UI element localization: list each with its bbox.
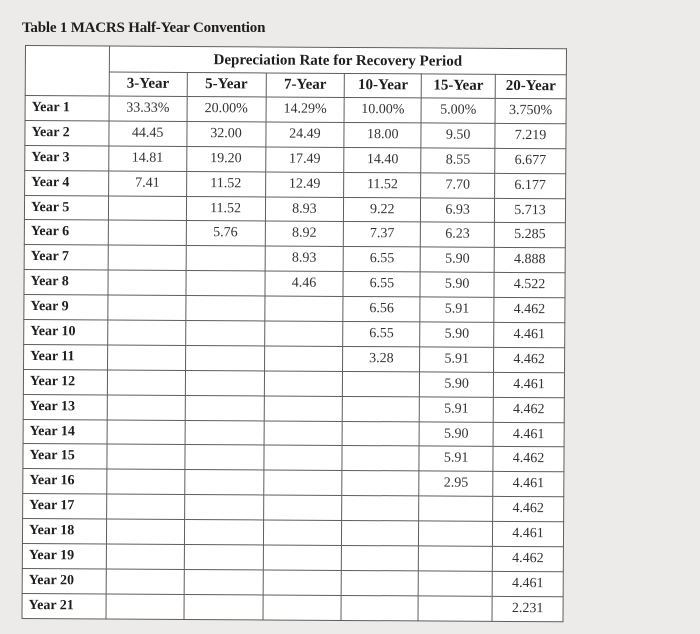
rate-cell: 11.52 bbox=[186, 196, 265, 221]
rate-cell: 12.49 bbox=[265, 172, 344, 197]
rate-cell bbox=[185, 370, 264, 395]
rate-cell: 11.52 bbox=[186, 171, 265, 196]
rate-cell bbox=[342, 446, 419, 471]
rate-cell: 5.76 bbox=[186, 221, 265, 246]
rate-cell bbox=[185, 395, 264, 420]
rate-cell: 5.90 bbox=[420, 272, 494, 297]
rate-cell: 5.90 bbox=[419, 421, 493, 446]
rate-cell: 6.677 bbox=[495, 148, 566, 173]
rate-cell bbox=[107, 469, 185, 494]
column-header: 5-Year bbox=[187, 72, 266, 96]
rate-cell: 7.219 bbox=[495, 123, 566, 148]
rate-cell: 5.91 bbox=[420, 347, 494, 372]
rate-cell bbox=[106, 544, 184, 569]
table-row bbox=[22, 519, 563, 547]
year-label: Year 20 bbox=[22, 568, 106, 593]
rate-cell: 5.90 bbox=[420, 247, 494, 272]
rate-cell bbox=[185, 420, 264, 445]
corner-cell bbox=[25, 46, 109, 97]
rate-cell bbox=[107, 420, 185, 445]
table-row bbox=[22, 544, 563, 572]
rate-cell bbox=[264, 396, 343, 421]
rate-cell: 14.29% bbox=[266, 97, 345, 122]
rate-cell bbox=[263, 470, 342, 495]
macrs-table bbox=[21, 45, 566, 622]
table-row bbox=[25, 145, 566, 173]
rate-cell bbox=[106, 594, 184, 619]
rate-cell bbox=[341, 595, 418, 620]
table-body bbox=[22, 96, 566, 622]
column-header: 10-Year bbox=[345, 73, 422, 97]
rate-cell bbox=[419, 546, 493, 571]
rate-cell bbox=[107, 345, 185, 370]
table-row bbox=[23, 419, 564, 447]
rate-cell: 9.22 bbox=[344, 197, 421, 222]
rate-cell bbox=[264, 421, 343, 446]
rate-cell bbox=[263, 495, 342, 520]
table-row bbox=[23, 469, 564, 497]
rate-cell: 4.888 bbox=[494, 248, 565, 273]
rate-cell: 8.93 bbox=[265, 246, 344, 271]
rate-cell: 14.40 bbox=[344, 147, 421, 172]
rate-cell bbox=[418, 571, 492, 596]
rate-cell: 7.37 bbox=[344, 222, 421, 247]
year-label: Year 16 bbox=[23, 469, 107, 494]
rate-cell bbox=[185, 296, 264, 321]
table-row bbox=[23, 369, 564, 397]
year-label: Year 21 bbox=[22, 593, 106, 618]
rate-cell: 5.90 bbox=[420, 322, 494, 347]
rate-cell: 6.55 bbox=[343, 247, 420, 272]
rate-cell: 6.56 bbox=[343, 297, 420, 322]
rate-cell: 24.49 bbox=[265, 122, 344, 147]
rate-cell: 20.00% bbox=[187, 96, 266, 121]
column-header: 7-Year bbox=[266, 73, 345, 97]
column-header: 3-Year bbox=[109, 72, 187, 96]
year-label: Year 17 bbox=[23, 494, 107, 519]
year-label: Year 10 bbox=[24, 320, 108, 345]
rate-cell bbox=[342, 570, 419, 595]
rate-cell bbox=[263, 595, 342, 620]
rate-cell bbox=[264, 321, 343, 346]
rate-cell: 6.55 bbox=[343, 321, 420, 346]
rate-cell bbox=[108, 245, 186, 270]
rate-cell: 4.461 bbox=[493, 472, 564, 497]
rate-cell: 4.462 bbox=[494, 297, 565, 322]
rate-cell: 3.750% bbox=[495, 98, 566, 123]
year-label: Year 13 bbox=[23, 394, 107, 419]
year-label: Year 11 bbox=[24, 344, 108, 369]
rate-cell: 11.52 bbox=[344, 172, 421, 197]
table-row bbox=[23, 494, 564, 522]
rate-cell bbox=[108, 270, 186, 295]
rate-cell: 2.231 bbox=[492, 596, 563, 621]
rate-cell: 2.95 bbox=[419, 471, 493, 496]
rate-cell bbox=[108, 295, 186, 320]
table-row bbox=[25, 170, 566, 198]
rate-cell bbox=[264, 296, 343, 321]
rate-cell: 3.28 bbox=[343, 346, 420, 371]
rate-cell: 4.462 bbox=[492, 546, 563, 571]
year-label: Year 19 bbox=[22, 544, 106, 569]
rate-cell: 4.461 bbox=[493, 372, 564, 397]
rate-cell bbox=[185, 321, 264, 346]
rate-cell bbox=[184, 470, 263, 495]
table-row bbox=[24, 195, 565, 223]
rate-cell bbox=[184, 569, 263, 594]
year-label: Year 12 bbox=[23, 369, 107, 394]
rate-cell: 5.285 bbox=[494, 223, 565, 248]
rate-cell bbox=[108, 220, 186, 245]
table-row bbox=[24, 295, 565, 323]
rate-cell: 17.49 bbox=[265, 147, 344, 172]
rate-cell: 9.50 bbox=[421, 123, 495, 148]
rate-cell bbox=[185, 345, 264, 370]
column-header: 20-Year bbox=[495, 74, 566, 98]
year-label: Year 5 bbox=[24, 195, 108, 220]
year-label: Year 15 bbox=[23, 444, 107, 469]
table-row bbox=[24, 245, 565, 273]
table-row bbox=[22, 593, 563, 621]
rate-cell bbox=[343, 396, 420, 421]
year-label: Year 4 bbox=[25, 170, 109, 195]
rate-cell: 5.90 bbox=[420, 372, 494, 397]
table-row bbox=[23, 444, 564, 472]
rate-cell bbox=[186, 246, 265, 271]
rate-cell bbox=[419, 521, 493, 546]
rate-cell bbox=[106, 519, 184, 544]
rate-cell: 7.70 bbox=[421, 173, 495, 198]
rate-cell bbox=[263, 545, 342, 570]
rate-cell bbox=[263, 570, 342, 595]
rate-cell bbox=[108, 196, 186, 221]
rate-cell: 4.462 bbox=[493, 447, 564, 472]
year-label: Year 1 bbox=[25, 96, 109, 121]
rate-cell bbox=[106, 494, 184, 519]
table-title: Table 1 MACRS Half-Year Convention bbox=[22, 20, 266, 36]
rate-cell: 4.522 bbox=[494, 273, 565, 298]
rate-cell: 4.461 bbox=[494, 322, 565, 347]
rate-cell: 5.00% bbox=[421, 98, 495, 123]
rate-cell: 5.91 bbox=[420, 297, 494, 322]
year-label: Year 8 bbox=[24, 270, 108, 295]
rate-cell: 5.713 bbox=[495, 198, 566, 223]
rate-cell: 6.23 bbox=[421, 222, 495, 247]
year-label: Year 2 bbox=[25, 120, 109, 145]
rate-cell bbox=[264, 346, 343, 371]
rate-cell: 32.00 bbox=[187, 121, 266, 146]
rate-cell bbox=[184, 520, 263, 545]
table-row bbox=[25, 96, 566, 124]
rate-cell: 4.461 bbox=[492, 571, 563, 596]
rate-cell bbox=[342, 471, 419, 496]
rate-cell bbox=[107, 395, 185, 420]
caption-row bbox=[25, 46, 566, 75]
rate-cell bbox=[107, 444, 185, 469]
rate-cell bbox=[263, 445, 342, 470]
rate-cell: 33.33% bbox=[109, 96, 187, 121]
column-header: 15-Year bbox=[421, 74, 495, 98]
rate-cell: 4.46 bbox=[264, 271, 343, 296]
table-row bbox=[22, 568, 563, 596]
rate-cell bbox=[263, 520, 342, 545]
table-row bbox=[24, 344, 565, 372]
table-row bbox=[23, 394, 564, 422]
rate-cell bbox=[418, 596, 492, 621]
rate-cell: 6.177 bbox=[495, 173, 566, 198]
rate-cell bbox=[184, 545, 263, 570]
rate-cell bbox=[185, 445, 264, 470]
table-row bbox=[24, 220, 565, 248]
rate-cell: 8.93 bbox=[265, 197, 344, 222]
rate-cell: 6.55 bbox=[343, 272, 420, 297]
rate-cell bbox=[186, 271, 265, 296]
rate-cell: 44.45 bbox=[109, 121, 187, 146]
year-label: Year 7 bbox=[24, 245, 108, 270]
year-label: Year 14 bbox=[23, 419, 107, 444]
rate-cell: 5.91 bbox=[419, 446, 493, 471]
rate-cell bbox=[107, 320, 185, 345]
rate-cell: 14.81 bbox=[109, 146, 187, 171]
rate-cell bbox=[184, 594, 263, 619]
table-row bbox=[24, 320, 565, 348]
rate-cell bbox=[107, 370, 185, 395]
year-label: Year 9 bbox=[24, 295, 108, 320]
rate-cell: 4.462 bbox=[494, 347, 565, 372]
rate-cell: 4.461 bbox=[493, 522, 564, 547]
rate-cell: 4.462 bbox=[493, 397, 564, 422]
rate-cell bbox=[264, 371, 343, 396]
rate-cell: 5.91 bbox=[419, 397, 493, 422]
rate-cell: 4.462 bbox=[493, 497, 564, 522]
table-caption: Depreciation Rate for Recovery Period bbox=[109, 46, 566, 75]
rate-cell bbox=[184, 495, 263, 520]
rate-cell bbox=[342, 521, 419, 546]
rate-cell: 18.00 bbox=[344, 122, 421, 147]
rate-cell bbox=[419, 496, 493, 521]
rate-cell: 4.461 bbox=[493, 422, 564, 447]
year-label: Year 6 bbox=[24, 220, 108, 245]
rate-cell bbox=[342, 421, 419, 446]
rate-cell: 6.93 bbox=[421, 197, 495, 222]
table-row bbox=[25, 120, 566, 148]
rate-cell bbox=[106, 569, 184, 594]
rate-cell: 10.00% bbox=[344, 97, 421, 122]
rate-cell bbox=[342, 496, 419, 521]
rate-cell: 8.55 bbox=[421, 148, 495, 173]
rate-cell bbox=[342, 545, 419, 570]
rate-cell bbox=[343, 371, 420, 396]
year-label: Year 18 bbox=[22, 519, 106, 544]
rate-cell: 8.92 bbox=[265, 221, 344, 246]
rate-cell: 7.41 bbox=[108, 171, 186, 196]
year-label: Year 3 bbox=[25, 145, 109, 170]
table-row bbox=[24, 270, 565, 298]
rate-cell: 19.20 bbox=[186, 146, 265, 171]
